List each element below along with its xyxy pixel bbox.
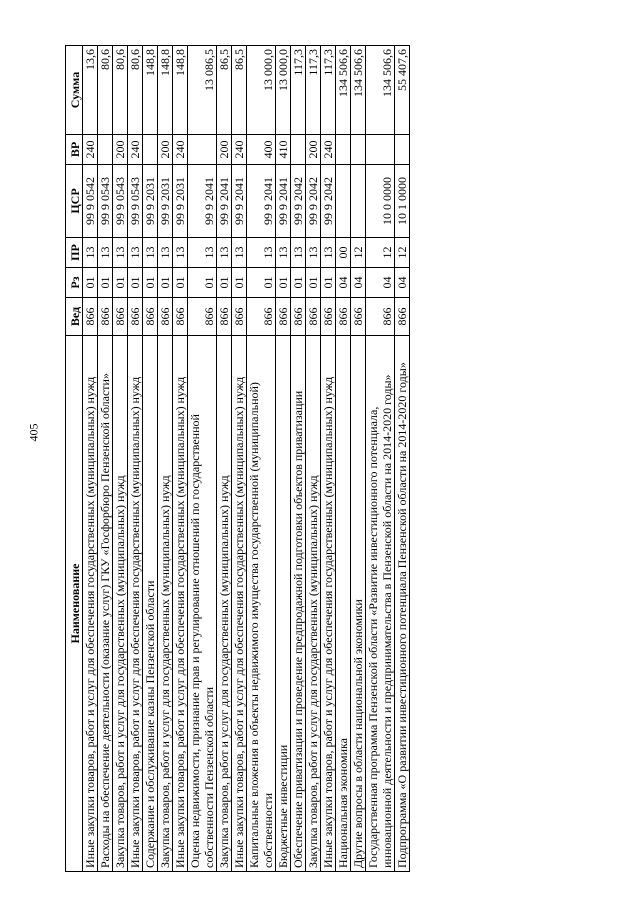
cell-csr: 99 9 0543 [113, 165, 128, 238]
header-csr: ЦСР [66, 165, 83, 238]
cell-csr: 99 9 2041 [217, 165, 232, 238]
cell-rz: 01 [158, 268, 173, 298]
cell-csr: 99 9 2042 [291, 165, 306, 238]
table-row [247, 46, 276, 872]
table-row [276, 46, 291, 872]
table-row [188, 46, 217, 872]
cell-rz: 04 [351, 268, 366, 298]
table-header [66, 46, 83, 872]
cell-pr: 13 [276, 238, 291, 268]
cell-name: Капитальные вложения в объекты недвижимого имущества государственной (муниципальной) собственности [247, 336, 276, 872]
cell-vr [336, 135, 351, 165]
cell-rz: 01 [232, 268, 247, 298]
cell-vr [395, 135, 410, 165]
cell-vr: 240 [321, 135, 336, 165]
cell-vr: 400 [247, 135, 276, 165]
cell-rz: 01 [321, 268, 336, 298]
cell-vr: 240 [83, 135, 98, 165]
table-row [83, 46, 98, 872]
cell-ved: 866 [247, 298, 276, 336]
cell-vr [351, 135, 366, 165]
cell-pr: 13 [232, 238, 247, 268]
cell-name: Закупка товаров, работ и услуг для государственных (муниципальных) нужд [217, 336, 232, 872]
cell-pr: 12 [366, 238, 395, 268]
cell-name: Иные закупки товаров, работ и услуг для обеспечения государственных (муниципальных) нужд [173, 336, 188, 872]
table-body [83, 46, 410, 872]
cell-pr: 13 [188, 238, 217, 268]
table-row [321, 46, 336, 872]
cell-csr: 99 9 0543 [128, 165, 143, 238]
budget-table-rotated [65, 46, 565, 872]
cell-csr: 99 9 0542 [83, 165, 98, 238]
cell-name: Расходы на обеспечение деятельности (оказание услуг) ГКУ «Госфорбюро Пензенской области» [98, 336, 113, 872]
cell-rz: 01 [98, 268, 113, 298]
cell-ved: 866 [113, 298, 128, 336]
cell-name: Закупка товаров, работ и услуг для государственных (муниципальных) нужд [306, 336, 321, 872]
table-row [217, 46, 232, 872]
cell-name: Закупка товаров, работ и услуг для государственных (муниципальных) нужд [158, 336, 173, 872]
cell-sum: 134 506,6 [366, 46, 395, 135]
cell-vr: 240 [173, 135, 188, 165]
cell-sum: 86,5 [232, 46, 247, 135]
cell-pr: 13 [217, 238, 232, 268]
page-number: 405 [26, 423, 41, 442]
cell-csr: 10 1 0000 [395, 165, 410, 238]
cell-name: Бюджетные инвестиции [276, 336, 291, 872]
cell-pr: 13 [291, 238, 306, 268]
cell-ved: 866 [158, 298, 173, 336]
table-row [366, 46, 395, 872]
cell-vr: 240 [232, 135, 247, 165]
cell-sum: 80,6 [128, 46, 143, 135]
cell-sum: 134 506,6 [336, 46, 351, 135]
cell-pr: 00 [336, 238, 351, 268]
table-row [336, 46, 351, 872]
table-row [232, 46, 247, 872]
cell-sum: 13 000,0 [247, 46, 276, 135]
cell-sum: 117,3 [291, 46, 306, 135]
cell-vr: 200 [113, 135, 128, 165]
table-row [395, 46, 410, 872]
cell-ved: 866 [395, 298, 410, 336]
cell-rz: 01 [113, 268, 128, 298]
cell-ved: 866 [321, 298, 336, 336]
cell-csr: 99 9 2041 [247, 165, 276, 238]
header-rz: Рз [66, 268, 83, 298]
header-pr: ПР [66, 238, 83, 268]
cell-rz: 01 [83, 268, 98, 298]
cell-name: Государственная программа Пензенской области «Развитие инвестиционного потенциала, инновационной деятельности и предпринимательства в Пензенской области на 2014-2020 годы» [366, 336, 395, 872]
cell-rz: 01 [276, 268, 291, 298]
cell-sum: 117,3 [306, 46, 321, 135]
cell-pr: 13 [113, 238, 128, 268]
cell-sum: 13 000,0 [276, 46, 291, 135]
cell-vr [143, 135, 158, 165]
cell-vr: 200 [217, 135, 232, 165]
cell-name: Обеспечение приватизации и проведение предпродажной подготовки объектов приватизации [291, 336, 306, 872]
header-vr: ВР [66, 135, 83, 165]
cell-ved: 866 [336, 298, 351, 336]
cell-name: Иные закупки товаров, работ и услуг для обеспечения государственных (муниципальных) нужд [321, 336, 336, 872]
cell-csr: 99 9 2031 [173, 165, 188, 238]
header-row [66, 46, 83, 872]
cell-vr: 410 [276, 135, 291, 165]
cell-vr: 200 [306, 135, 321, 165]
cell-ved: 866 [128, 298, 143, 336]
cell-name: Иные закупки товаров, работ и услуг для обеспечения государственных (муниципальных) нужд [83, 336, 98, 872]
cell-sum: 86,5 [217, 46, 232, 135]
cell-rz: 01 [173, 268, 188, 298]
cell-rz: 01 [291, 268, 306, 298]
cell-rz: 01 [143, 268, 158, 298]
table-row [173, 46, 188, 872]
cell-csr: 99 9 2041 [276, 165, 291, 238]
cell-name: Иные закупки товаров, работ и услуг для обеспечения государственных (муниципальных) нужд [128, 336, 143, 872]
cell-sum: 80,6 [113, 46, 128, 135]
cell-sum: 148,8 [143, 46, 158, 135]
cell-csr: 99 9 0543 [98, 165, 113, 238]
table-row [291, 46, 306, 872]
header-ved: Вед [66, 298, 83, 336]
cell-csr [336, 165, 351, 238]
cell-rz: 04 [366, 268, 395, 298]
cell-sum: 148,8 [158, 46, 173, 135]
budget-table [65, 45, 410, 872]
cell-ved: 866 [291, 298, 306, 336]
cell-vr [98, 135, 113, 165]
cell-name: Оценка недвижимости, признание прав и регулирование отношений по государственной собственности Пензенской области [188, 336, 217, 872]
cell-pr: 13 [306, 238, 321, 268]
cell-csr: 99 9 2031 [143, 165, 158, 238]
cell-pr: 13 [98, 238, 113, 268]
cell-rz: 04 [395, 268, 410, 298]
cell-ved: 866 [98, 298, 113, 336]
cell-vr [366, 135, 395, 165]
cell-ved: 866 [173, 298, 188, 336]
cell-ved: 866 [83, 298, 98, 336]
cell-pr: 13 [158, 238, 173, 268]
table-row [128, 46, 143, 872]
cell-csr: 10 0 0000 [366, 165, 395, 238]
cell-ved: 866 [143, 298, 158, 336]
cell-rz: 01 [217, 268, 232, 298]
cell-name: Национальная экономика [336, 336, 351, 872]
cell-vr: 240 [128, 135, 143, 165]
cell-sum: 55 407,6 [395, 46, 410, 135]
cell-rz: 04 [336, 268, 351, 298]
cell-csr: 99 9 2042 [321, 165, 336, 238]
cell-csr: 99 9 2042 [306, 165, 321, 238]
cell-sum: 134 506,6 [351, 46, 366, 135]
cell-ved: 866 [232, 298, 247, 336]
cell-sum: 80,6 [98, 46, 113, 135]
table-row [158, 46, 173, 872]
cell-rz: 01 [247, 268, 276, 298]
cell-ved: 866 [188, 298, 217, 336]
cell-pr: 13 [173, 238, 188, 268]
table-row [113, 46, 128, 872]
cell-vr [188, 135, 217, 165]
header-name: Наименование [66, 336, 83, 872]
cell-csr [351, 165, 366, 238]
cell-ved: 866 [366, 298, 395, 336]
table-row [351, 46, 366, 872]
cell-pr: 13 [247, 238, 276, 268]
cell-pr: 12 [351, 238, 366, 268]
cell-sum: 148,8 [173, 46, 188, 135]
cell-pr: 13 [143, 238, 158, 268]
table-row [306, 46, 321, 872]
cell-sum: 13,6 [83, 46, 98, 135]
cell-sum: 117,3 [321, 46, 336, 135]
table-row [143, 46, 158, 872]
table-row [98, 46, 113, 872]
cell-pr: 13 [321, 238, 336, 268]
cell-name: Закупка товаров, работ и услуг для государственных (муниципальных) нужд [113, 336, 128, 872]
cell-name: Содержание и обслуживание казны Пензенской области [143, 336, 158, 872]
cell-rz: 01 [128, 268, 143, 298]
cell-sum: 13 086,5 [188, 46, 217, 135]
header-sum: Сумма [66, 46, 83, 135]
cell-rz: 01 [188, 268, 217, 298]
cell-pr: 13 [128, 238, 143, 268]
cell-name: Другие вопросы в области национальной экономики [351, 336, 366, 872]
cell-vr: 200 [158, 135, 173, 165]
cell-pr: 13 [83, 238, 98, 268]
cell-csr: 99 9 2041 [232, 165, 247, 238]
cell-name: Иные закупки товаров, работ и услуг для обеспечения государственных (муниципальных) нужд [232, 336, 247, 872]
cell-rz: 01 [306, 268, 321, 298]
cell-name: Подпрограмма «О развитии инвестиционного потенциала Пензенской области на 2014-2020 годы» [395, 336, 410, 872]
cell-ved: 866 [217, 298, 232, 336]
cell-ved: 866 [306, 298, 321, 336]
cell-csr: 99 9 2031 [158, 165, 173, 238]
cell-csr: 99 9 2041 [188, 165, 217, 238]
cell-ved: 866 [351, 298, 366, 336]
cell-pr: 12 [395, 238, 410, 268]
cell-ved: 866 [276, 298, 291, 336]
cell-vr [291, 135, 306, 165]
